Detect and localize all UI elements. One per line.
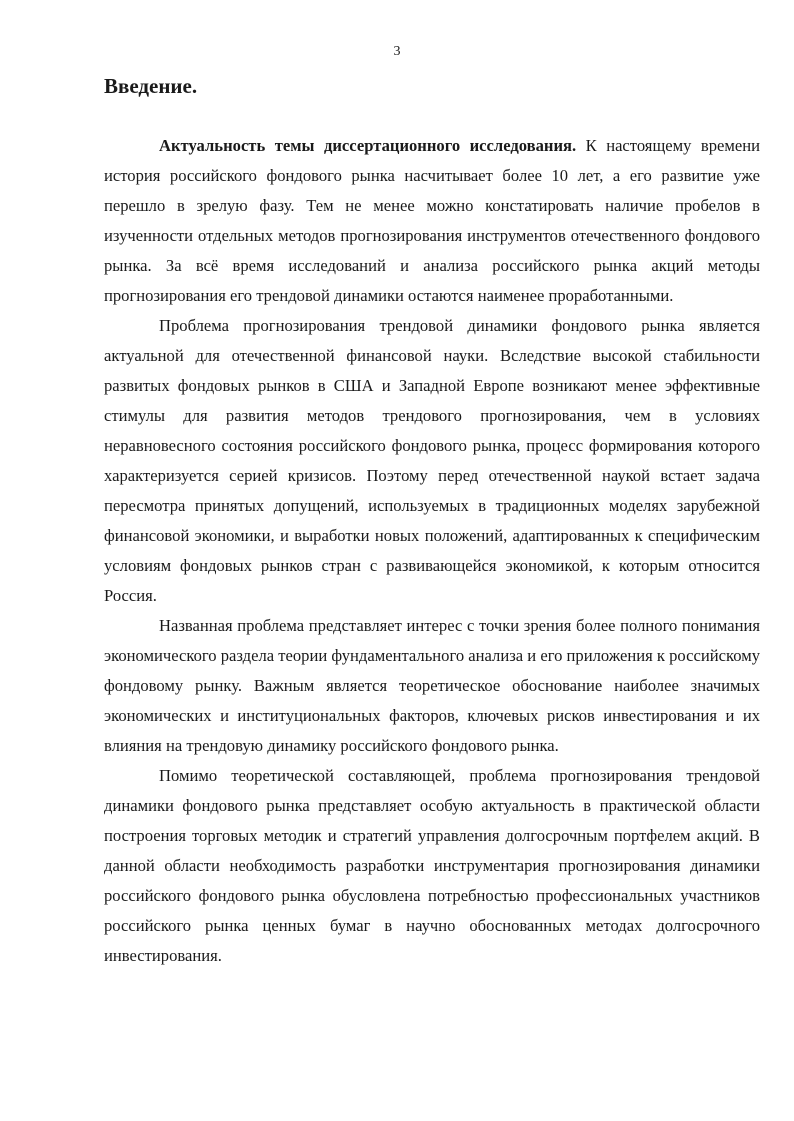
paragraph-1-lead: Актуальность темы диссертационного исследования. xyxy=(159,136,577,155)
page-number: 3 xyxy=(393,44,401,59)
paragraph-4: Помимо теоретической составляющей, проблема прогнозирования трендовой динамики фондового рынка представляет особую актуальность в практической области построения торговых методик и стратегий управления долгосрочным портфелем акций. В данной области необходимость разработки инструментария прогнозирования динамики российского фондового рынка обусловлена потребностью профессиональных участников российского рынка ценных бумаг в научно обоснованных методах долгосрочного инвестирования. xyxy=(104,766,760,965)
section-heading: Введение. xyxy=(104,74,198,98)
paragraph-1-text: К настоящему времени история российского фондового рынка насчитывает более 10 лет, а его развитие уже перешло в зрелую фазу. Тем не менее можно констатировать наличие пробелов в изученности отдельных методов прогнозирования инструментов отечественного фондового рынка. За всё время исследований и анализа российского рынка акций методы прогнозирования его трендовой динамики остаются наименее проработанными. xyxy=(104,136,760,305)
paragraph-1 xyxy=(104,131,760,311)
paragraph-3: Названная проблема представляет интерес с точки зрения более полного понимания экономического раздела теории фундаментального анализа и его приложения к российскому фондовому рынку. Важным является теоретическое обоснование наиболее значимых экономических и институциональных факторов, ключевых рисков инвестирования и их влияния на трендовую динамику российского фондового рынка. xyxy=(104,616,760,755)
body-text xyxy=(104,131,760,971)
paragraph-2: Проблема прогнозирования трендовой динамики фондового рынка является актуальной для отечественной финансовой науки. Вследствие высокой стабильности развитых фондовых рынков в США и Западной Европе возникают менее эффективные стимулы для развития методов трендового прогнозирования, чем в условиях неравновесного состояния российского фондового рынка, процесс формирования которого характеризуется серией кризисов. Поэтому перед отечественной наукой встает задача пересмотра принятых допущений, используемых в традиционных моделях зарубежной финансовой экономики, и выработки новых положений, адаптированных к специфическим условиям фондовых рынков стран с развивающейся экономикой, к которым относится Россия. xyxy=(104,316,760,605)
